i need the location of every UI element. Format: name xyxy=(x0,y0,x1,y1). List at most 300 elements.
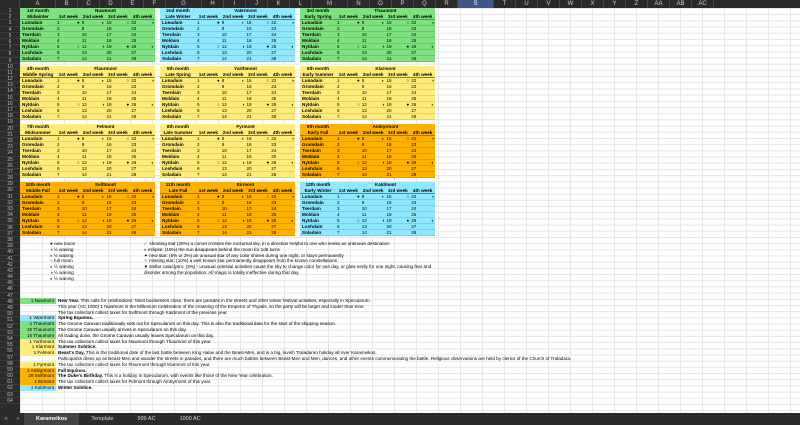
month-block-sviftmont[interactable] xyxy=(20,182,155,236)
date-cell[interactable] xyxy=(361,96,386,101)
date-cell[interactable] xyxy=(336,148,361,153)
date-cell[interactable] xyxy=(81,160,106,165)
date-cell[interactable] xyxy=(81,206,106,211)
column-header-O[interactable]: O xyxy=(370,0,392,8)
date-cell[interactable] xyxy=(246,56,271,61)
date-cell[interactable] xyxy=(246,90,271,95)
date-cell[interactable] xyxy=(270,136,295,141)
row-header-13[interactable]: 13 xyxy=(0,82,20,88)
date-cell[interactable] xyxy=(130,224,155,229)
date-cell[interactable] xyxy=(196,230,221,235)
date-cell[interactable] xyxy=(386,56,411,61)
row-header-6[interactable]: 6 xyxy=(0,39,20,45)
date-cell[interactable] xyxy=(81,218,106,223)
date-cell[interactable] xyxy=(221,84,246,89)
date-cell[interactable] xyxy=(196,200,221,205)
date-cell[interactable] xyxy=(196,114,221,119)
row-header-4[interactable]: 4 xyxy=(0,27,20,33)
date-cell[interactable] xyxy=(246,78,271,83)
sheet-tab-1000-ac[interactable]: 1000 AC xyxy=(179,416,201,422)
date-cell[interactable] xyxy=(106,56,131,61)
date-cell[interactable] xyxy=(270,160,295,165)
date-cell[interactable] xyxy=(270,102,295,107)
date-cell[interactable] xyxy=(221,44,246,49)
date-cell[interactable] xyxy=(336,78,361,83)
date-cell[interactable] xyxy=(361,26,386,31)
date-cell[interactable] xyxy=(246,200,271,205)
date-cell[interactable] xyxy=(336,154,361,159)
date-cell[interactable] xyxy=(246,20,271,25)
date-cell[interactable] xyxy=(270,20,295,25)
row-header-10[interactable]: 10 xyxy=(0,64,20,70)
date-cell[interactable] xyxy=(336,96,361,101)
column-header-F[interactable]: F xyxy=(144,0,166,8)
date-cell[interactable] xyxy=(386,194,411,199)
date-cell[interactable] xyxy=(81,20,106,25)
date-cell[interactable] xyxy=(386,38,411,43)
date-cell[interactable] xyxy=(336,32,361,37)
row-header-53[interactable]: 53 xyxy=(0,330,20,336)
date-cell[interactable] xyxy=(221,212,246,217)
add-sheet-icon[interactable]: + xyxy=(16,416,20,422)
date-cell[interactable] xyxy=(246,160,271,165)
date-cell[interactable] xyxy=(336,212,361,217)
row-header-54[interactable]: 54 xyxy=(0,336,20,342)
date-cell[interactable] xyxy=(410,108,435,113)
row-header-41[interactable]: 41 xyxy=(0,256,20,262)
date-cell[interactable] xyxy=(361,218,386,223)
date-cell[interactable] xyxy=(361,166,386,171)
row-header-7[interactable]: 7 xyxy=(0,45,20,51)
row-header-24[interactable]: 24 xyxy=(0,150,20,156)
date-cell[interactable] xyxy=(106,108,131,113)
date-cell[interactable] xyxy=(81,136,106,141)
date-cell[interactable] xyxy=(361,154,386,159)
date-cell[interactable] xyxy=(106,212,131,217)
date-cell[interactable] xyxy=(336,224,361,229)
date-cell[interactable] xyxy=(56,166,81,171)
date-cell[interactable] xyxy=(410,90,435,95)
date-cell[interactable] xyxy=(130,44,155,49)
column-header-P[interactable]: P xyxy=(392,0,414,8)
date-cell[interactable] xyxy=(361,108,386,113)
date-cell[interactable] xyxy=(336,84,361,89)
row-header-50[interactable]: 50 xyxy=(0,311,20,317)
date-cell[interactable] xyxy=(130,26,155,31)
date-cell[interactable] xyxy=(270,26,295,31)
date-cell[interactable] xyxy=(56,160,81,165)
row-header-47[interactable]: 47 xyxy=(0,293,20,299)
date-cell[interactable] xyxy=(81,90,106,95)
date-cell[interactable] xyxy=(130,206,155,211)
column-header-W[interactable]: W xyxy=(560,0,582,8)
date-cell[interactable] xyxy=(246,172,271,177)
date-cell[interactable] xyxy=(196,96,221,101)
date-cell[interactable] xyxy=(361,148,386,153)
row-header-52[interactable]: 52 xyxy=(0,324,20,330)
month-block-eirmont[interactable] xyxy=(160,182,295,236)
date-cell[interactable] xyxy=(386,172,411,177)
date-cell[interactable] xyxy=(56,50,81,55)
date-cell[interactable] xyxy=(130,230,155,235)
date-cell[interactable] xyxy=(386,166,411,171)
date-cell[interactable] xyxy=(106,26,131,31)
date-cell[interactable] xyxy=(270,108,295,113)
date-cell[interactable] xyxy=(386,84,411,89)
date-cell[interactable] xyxy=(386,90,411,95)
date-cell[interactable] xyxy=(336,160,361,165)
row-header-15[interactable]: 15 xyxy=(0,95,20,101)
date-cell[interactable] xyxy=(106,160,131,165)
date-cell[interactable] xyxy=(221,142,246,147)
date-cell[interactable] xyxy=(106,194,131,199)
column-header-K[interactable]: K xyxy=(268,0,290,8)
row-header-45[interactable]: 45 xyxy=(0,280,20,286)
row-header-64[interactable]: 64 xyxy=(0,398,20,404)
date-cell[interactable] xyxy=(56,224,81,229)
date-cell[interactable] xyxy=(56,194,81,199)
date-cell[interactable] xyxy=(336,142,361,147)
date-cell[interactable] xyxy=(81,194,106,199)
date-cell[interactable] xyxy=(221,154,246,159)
date-cell[interactable] xyxy=(130,96,155,101)
column-header-Z[interactable]: Z xyxy=(626,0,648,8)
row-header-62[interactable]: 62 xyxy=(0,385,20,391)
date-cell[interactable] xyxy=(56,26,81,31)
row-header-36[interactable]: 36 xyxy=(0,225,20,231)
date-cell[interactable] xyxy=(361,142,386,147)
column-header-E[interactable]: E xyxy=(122,0,144,8)
date-cell[interactable] xyxy=(196,212,221,217)
date-cell[interactable] xyxy=(361,136,386,141)
date-cell[interactable] xyxy=(81,50,106,55)
date-cell[interactable] xyxy=(246,136,271,141)
date-cell[interactable] xyxy=(81,84,106,89)
date-cell[interactable] xyxy=(336,108,361,113)
date-cell[interactable] xyxy=(246,166,271,171)
date-cell[interactable] xyxy=(336,44,361,49)
date-cell[interactable] xyxy=(130,136,155,141)
date-cell[interactable] xyxy=(106,50,131,55)
date-cell[interactable] xyxy=(106,44,131,49)
date-cell[interactable] xyxy=(56,108,81,113)
date-cell[interactable] xyxy=(361,102,386,107)
column-header-AB[interactable]: AB xyxy=(670,0,692,8)
date-cell[interactable] xyxy=(196,166,221,171)
row-header-32[interactable]: 32 xyxy=(0,200,20,206)
date-cell[interactable] xyxy=(246,224,271,229)
date-cell[interactable] xyxy=(56,102,81,107)
date-cell[interactable] xyxy=(386,26,411,31)
date-cell[interactable] xyxy=(196,160,221,165)
date-cell[interactable] xyxy=(386,78,411,83)
date-cell[interactable] xyxy=(196,26,221,31)
date-cell[interactable] xyxy=(246,212,271,217)
date-cell[interactable] xyxy=(130,114,155,119)
date-cell[interactable] xyxy=(196,102,221,107)
date-cell[interactable] xyxy=(246,38,271,43)
date-cell[interactable] xyxy=(81,142,106,147)
row-header-31[interactable]: 31 xyxy=(0,194,20,200)
date-cell[interactable] xyxy=(361,212,386,217)
date-cell[interactable] xyxy=(246,26,271,31)
date-cell[interactable] xyxy=(221,224,246,229)
date-cell[interactable] xyxy=(361,160,386,165)
date-cell[interactable] xyxy=(130,78,155,83)
date-cell[interactable] xyxy=(130,154,155,159)
date-cell[interactable] xyxy=(361,194,386,199)
month-block-felmont[interactable] xyxy=(20,124,155,178)
date-cell[interactable] xyxy=(246,230,271,235)
row-header-60[interactable]: 60 xyxy=(0,373,20,379)
row-header-1[interactable]: 1 xyxy=(0,8,20,14)
date-cell[interactable] xyxy=(196,218,221,223)
row-header-35[interactable]: 35 xyxy=(0,218,20,224)
date-cell[interactable] xyxy=(270,96,295,101)
date-cell[interactable] xyxy=(410,200,435,205)
date-cell[interactable] xyxy=(106,224,131,229)
date-cell[interactable] xyxy=(81,44,106,49)
date-cell[interactable] xyxy=(410,136,435,141)
column-header-R[interactable]: R xyxy=(436,0,458,8)
row-header-17[interactable]: 17 xyxy=(0,107,20,113)
date-cell[interactable] xyxy=(81,26,106,31)
date-cell[interactable] xyxy=(81,148,106,153)
row-header-12[interactable]: 12 xyxy=(0,76,20,82)
date-cell[interactable] xyxy=(270,78,295,83)
date-cell[interactable] xyxy=(221,160,246,165)
date-cell[interactable] xyxy=(336,102,361,107)
date-cell[interactable] xyxy=(246,218,271,223)
row-header-22[interactable]: 22 xyxy=(0,138,20,144)
column-header-M[interactable]: M xyxy=(312,0,348,8)
date-cell[interactable] xyxy=(336,218,361,223)
date-cell[interactable] xyxy=(106,230,131,235)
column-header-X[interactable]: X xyxy=(582,0,604,8)
date-cell[interactable] xyxy=(196,84,221,89)
date-cell[interactable] xyxy=(361,20,386,25)
date-cell[interactable] xyxy=(410,102,435,107)
date-cell[interactable] xyxy=(81,230,106,235)
date-cell[interactable] xyxy=(246,194,271,199)
date-cell[interactable] xyxy=(221,38,246,43)
row-header-29[interactable]: 29 xyxy=(0,181,20,187)
date-cell[interactable] xyxy=(410,56,435,61)
row-header-18[interactable]: 18 xyxy=(0,113,20,119)
date-cell[interactable] xyxy=(386,200,411,205)
column-header-N[interactable]: N xyxy=(348,0,370,8)
date-cell[interactable] xyxy=(196,194,221,199)
date-cell[interactable] xyxy=(81,166,106,171)
date-cell[interactable] xyxy=(270,50,295,55)
date-cell[interactable] xyxy=(196,90,221,95)
date-cell[interactable] xyxy=(56,142,81,147)
date-cell[interactable] xyxy=(221,172,246,177)
date-cell[interactable] xyxy=(361,224,386,229)
row-header-21[interactable]: 21 xyxy=(0,132,20,138)
date-cell[interactable] xyxy=(410,154,435,159)
date-cell[interactable] xyxy=(386,114,411,119)
date-cell[interactable] xyxy=(361,200,386,205)
date-cell[interactable] xyxy=(221,102,246,107)
column-header-T[interactable]: T xyxy=(494,0,516,8)
date-cell[interactable] xyxy=(56,172,81,177)
sheet-tab-999-ac[interactable]: 999 AC xyxy=(137,416,156,422)
date-cell[interactable] xyxy=(270,142,295,147)
date-cell[interactable] xyxy=(336,56,361,61)
date-cell[interactable] xyxy=(196,44,221,49)
date-cell[interactable] xyxy=(106,218,131,223)
date-cell[interactable] xyxy=(221,26,246,31)
date-cell[interactable] xyxy=(270,44,295,49)
date-cell[interactable] xyxy=(410,160,435,165)
date-cell[interactable] xyxy=(336,26,361,31)
date-cell[interactable] xyxy=(336,50,361,55)
date-cell[interactable] xyxy=(246,44,271,49)
row-header-28[interactable]: 28 xyxy=(0,175,20,181)
date-cell[interactable] xyxy=(56,114,81,119)
date-cell[interactable] xyxy=(221,148,246,153)
row-header-58[interactable]: 58 xyxy=(0,361,20,367)
date-cell[interactable] xyxy=(130,194,155,199)
date-cell[interactable] xyxy=(270,38,295,43)
date-cell[interactable] xyxy=(386,96,411,101)
date-cell[interactable] xyxy=(106,142,131,147)
date-cell[interactable] xyxy=(81,154,106,159)
date-cell[interactable] xyxy=(56,84,81,89)
row-header-20[interactable]: 20 xyxy=(0,126,20,132)
date-cell[interactable] xyxy=(196,56,221,61)
date-cell[interactable] xyxy=(106,166,131,171)
date-cell[interactable] xyxy=(221,96,246,101)
row-header-48[interactable]: 48 xyxy=(0,299,20,305)
date-cell[interactable] xyxy=(270,148,295,153)
date-cell[interactable] xyxy=(386,102,411,107)
month-block-ambyrmont[interactable] xyxy=(300,124,435,178)
date-cell[interactable] xyxy=(410,114,435,119)
column-header-G[interactable]: G xyxy=(166,0,202,8)
date-cell[interactable] xyxy=(386,206,411,211)
date-cell[interactable] xyxy=(361,78,386,83)
date-cell[interactable] xyxy=(196,206,221,211)
date-cell[interactable] xyxy=(386,154,411,159)
row-header-63[interactable]: 63 xyxy=(0,392,20,398)
date-cell[interactable] xyxy=(410,50,435,55)
date-cell[interactable] xyxy=(246,32,271,37)
row-header-38[interactable]: 38 xyxy=(0,237,20,243)
row-header-59[interactable]: 59 xyxy=(0,367,20,373)
sheet-grid[interactable] xyxy=(20,8,800,413)
date-cell[interactable] xyxy=(130,218,155,223)
column-header-AA[interactable]: AA xyxy=(648,0,670,8)
date-cell[interactable] xyxy=(270,200,295,205)
date-cell[interactable] xyxy=(336,90,361,95)
date-cell[interactable] xyxy=(386,218,411,223)
date-cell[interactable] xyxy=(410,194,435,199)
row-header-14[interactable]: 14 xyxy=(0,88,20,94)
date-cell[interactable] xyxy=(246,114,271,119)
row-header-11[interactable]: 11 xyxy=(0,70,20,76)
date-cell[interactable] xyxy=(410,32,435,37)
date-cell[interactable] xyxy=(56,136,81,141)
sheet-tab-karameikos[interactable]: Karameikos xyxy=(24,413,79,425)
column-header-V[interactable]: V xyxy=(538,0,560,8)
date-cell[interactable] xyxy=(246,108,271,113)
date-cell[interactable] xyxy=(56,230,81,235)
date-cell[interactable] xyxy=(81,96,106,101)
date-cell[interactable] xyxy=(106,38,131,43)
column-header-AC[interactable]: AC xyxy=(692,0,714,8)
date-cell[interactable] xyxy=(246,154,271,159)
date-cell[interactable] xyxy=(221,50,246,55)
date-cell[interactable] xyxy=(81,78,106,83)
date-cell[interactable] xyxy=(410,20,435,25)
date-cell[interactable] xyxy=(336,172,361,177)
row-header-42[interactable]: 42 xyxy=(0,262,20,268)
date-cell[interactable] xyxy=(336,136,361,141)
date-cell[interactable] xyxy=(130,84,155,89)
date-cell[interactable] xyxy=(56,78,81,83)
date-cell[interactable] xyxy=(336,200,361,205)
date-cell[interactable] xyxy=(81,224,106,229)
date-cell[interactable] xyxy=(56,32,81,37)
row-header-23[interactable]: 23 xyxy=(0,144,20,150)
date-cell[interactable] xyxy=(130,166,155,171)
row-header-43[interactable]: 43 xyxy=(0,268,20,274)
sheet-tab-template[interactable]: Template xyxy=(91,416,114,422)
column-header-I[interactable]: I xyxy=(224,0,246,8)
date-cell[interactable] xyxy=(246,84,271,89)
column-header-S[interactable]: S xyxy=(458,0,494,8)
date-cell[interactable] xyxy=(130,142,155,147)
date-cell[interactable] xyxy=(410,212,435,217)
row-header-46[interactable]: 46 xyxy=(0,286,20,292)
date-cell[interactable] xyxy=(386,20,411,25)
row-header-40[interactable]: 40 xyxy=(0,249,20,255)
date-cell[interactable] xyxy=(386,50,411,55)
month-block-flaurmont[interactable] xyxy=(20,66,155,120)
column-header-B[interactable]: B xyxy=(56,0,78,8)
date-cell[interactable] xyxy=(221,114,246,119)
date-cell[interactable] xyxy=(270,114,295,119)
date-cell[interactable] xyxy=(130,200,155,205)
row-header-2[interactable]: 2 xyxy=(0,14,20,20)
date-cell[interactable] xyxy=(410,38,435,43)
date-cell[interactable] xyxy=(56,90,81,95)
date-cell[interactable] xyxy=(386,142,411,147)
date-cell[interactable] xyxy=(336,166,361,171)
date-cell[interactable] xyxy=(386,160,411,165)
date-cell[interactable] xyxy=(246,102,271,107)
date-cell[interactable] xyxy=(336,230,361,235)
date-cell[interactable] xyxy=(270,90,295,95)
date-cell[interactable] xyxy=(130,32,155,37)
date-cell[interactable] xyxy=(221,90,246,95)
date-cell[interactable] xyxy=(130,212,155,217)
date-cell[interactable] xyxy=(81,172,106,177)
date-cell[interactable] xyxy=(270,172,295,177)
date-cell[interactable] xyxy=(196,172,221,177)
date-cell[interactable] xyxy=(270,84,295,89)
date-cell[interactable] xyxy=(336,38,361,43)
tab-menu-icon[interactable]: ≡ xyxy=(4,416,8,422)
date-cell[interactable] xyxy=(270,166,295,171)
column-header-Y[interactable]: Y xyxy=(604,0,626,8)
column-header-J[interactable]: J xyxy=(246,0,268,8)
date-cell[interactable] xyxy=(81,200,106,205)
date-cell[interactable] xyxy=(410,218,435,223)
date-cell[interactable] xyxy=(196,32,221,37)
